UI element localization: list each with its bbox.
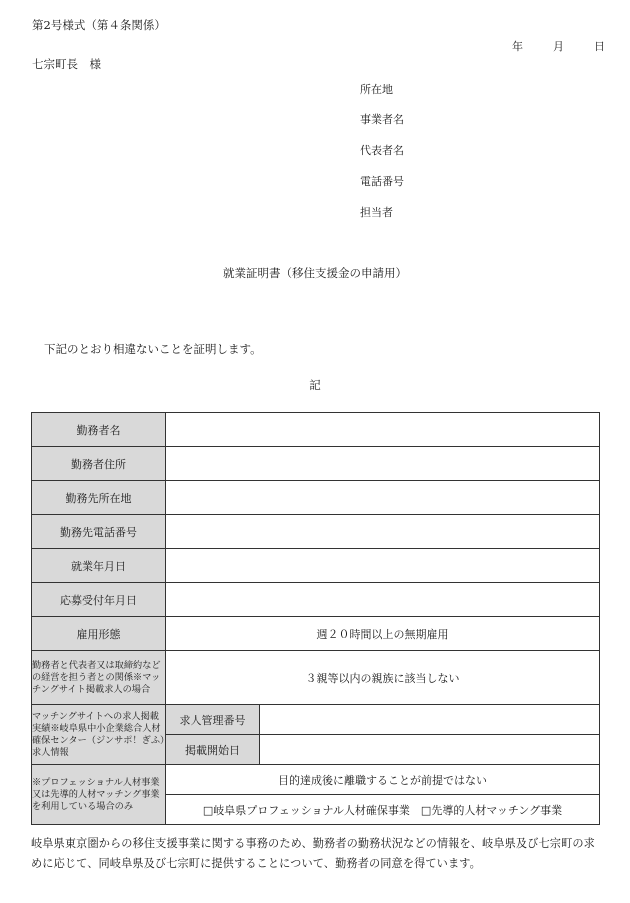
worker-name-field[interactable] [166,413,600,447]
form-number: 第2号様式（第４条関係） [32,18,166,32]
applicant-phone-label: 電話番号 [360,175,404,188]
posting-start-field[interactable] [260,735,600,765]
table-row [32,651,600,705]
table-row [32,481,600,515]
workplace-address-field[interactable] [166,481,600,515]
worker-address-field[interactable] [166,447,600,481]
date-day-label: 日 [594,40,605,53]
row-label: 雇用形態 [32,617,166,651]
professional-label: ※プロフェッショナル人材事業又は先導的人材マッチング事業を利用している場合のみ [32,765,166,825]
workplace-phone-field[interactable] [166,515,600,549]
applicant-company-label: 事業者名 [360,113,404,126]
table-row [32,447,600,481]
row-label: 勤務者名 [32,413,166,447]
table-row [32,515,600,549]
employment-date-field[interactable] [166,549,600,583]
applicant-address-label: 所在地 [360,83,393,96]
relation-label: 勤務者と代表者又は取締約などの経営を担う者との関係※マッチングサイト掲載求人の場合 [32,651,166,705]
job-id-label: 求人管理番号 [166,705,260,735]
table-row [32,765,600,795]
ki-heading: 記 [309,378,321,392]
table-row [32,617,600,651]
relation-value: ３親等以内の親族に該当しない [166,651,600,705]
matching-label: マッチングサイトへの求人掲載実績※岐阜県中小企業総合人材確保センター（ジンサポ！ぎふ）求人情報 [32,705,166,765]
employment-type-value: 週２０時間以上の無期雇用 [166,617,600,651]
professional-condition-value: 目的達成後に離職することが前提ではない [166,765,600,795]
row-label: 就業年月日 [32,549,166,583]
job-id-field[interactable] [260,705,600,735]
document-title: 就業証明書（移住支援金の申請用） [223,266,407,280]
posting-start-label: 掲載開始日 [166,735,260,765]
certify-statement: 下記のとおり相違ないことを証明します。 [44,342,262,356]
applicant-contact-label: 担当者 [360,206,393,219]
application-date-field[interactable] [166,583,600,617]
row-label: 勤務先電話番号 [32,515,166,549]
row-label: 勤務先所在地 [32,481,166,515]
date-month-label: 月 [553,40,564,53]
table-row [32,549,600,583]
program-checkbox-options[interactable]: □岐阜県プロフェッショナル人材確保事業 □先導的人材マッチング事業 [166,795,600,825]
addressee: 七宗町長 様 [32,57,101,71]
row-label: 勤務者住所 [32,447,166,481]
employment-table [31,412,600,825]
applicant-representative-label: 代表者名 [360,144,404,157]
row-label: 応募受付年月日 [32,583,166,617]
table-row [32,705,600,735]
date-line [512,38,605,54]
table-row [32,583,600,617]
consent-statement: 岐阜県東京圏からの移住支援事業に関する事務のため、勤務者の勤務状況などの情報を、岐阜県及び七宗町の求めに応じて、同岐阜県及び七宗町に提供することについて、勤務者の同意を得ています。 [31,837,595,870]
table-row [32,413,600,447]
date-year-label: 年 [512,40,523,53]
